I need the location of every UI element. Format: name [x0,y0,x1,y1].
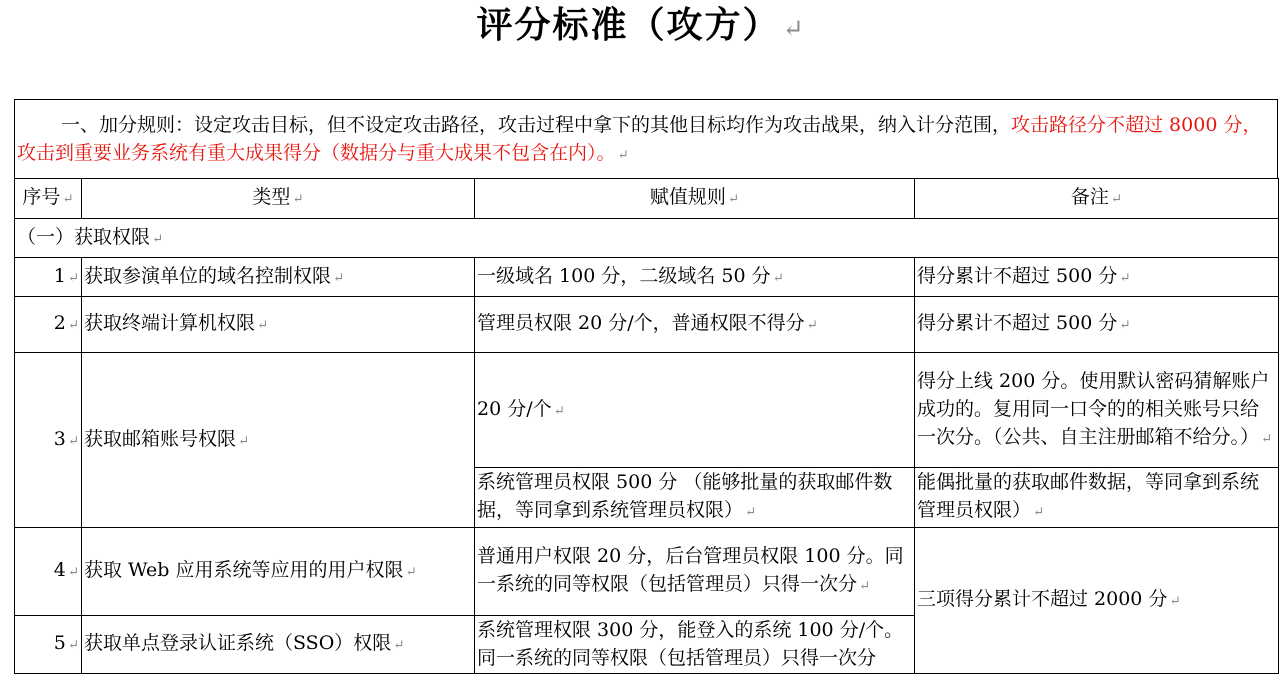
paragraph-mark-icon: ↵ [859,579,871,594]
scoring-table [14,178,1279,674]
paragraph-mark-icon: ↵ [238,433,250,449]
paragraph-mark-icon: ↵ [727,192,740,207]
paragraph-mark-icon: ↵ [405,565,417,580]
header-note: 备注 ↵ [915,179,1279,219]
row-type: 获取邮箱账号权限 ↵ [82,353,475,528]
bonus-rule-text: 一、加分规则：设定攻击目标，但不设定攻击路径，攻击过程中拿下的其他目标均作为攻击战果，纳入计分范围， [61,114,1012,136]
paragraph-mark-icon: ↵ [553,403,565,419]
table-header-row [15,179,1279,219]
table-row [15,258,1279,297]
paragraph-mark-icon: ↵ [1110,192,1123,207]
row-type: 获取终端计算机权限 ↵ [82,297,475,353]
paragraph-mark-icon: ↵ [67,565,79,580]
paragraph-mark-icon: ↵ [745,505,757,520]
page-title: 评分标准（攻方）↵ [476,4,806,46]
row-rule: 普通用户权限 20 分，后台管理员权限 100 分。同一系统的同等权限（包括管理员）只得一次分 ↵ [475,528,915,616]
header-rule: 赋值规则 ↵ [475,179,915,219]
table-row [15,353,1279,468]
paragraph-mark-icon: ↵ [333,270,345,286]
row-number: 2 ↵ [15,297,82,353]
paragraph-mark-icon: ↵ [1261,431,1273,447]
paragraph-mark-icon: ↵ [772,270,784,286]
paragraph-mark-icon: ↵ [1119,318,1131,333]
row-rule: 系统管理员权限 500 分 （能够批量的获取邮件数据，等同拿到系统管理员权限） ↵ [475,468,915,528]
paragraph-mark-icon: ↵ [1169,594,1181,609]
row-type: 获取参演单位的域名控制权限 ↵ [82,258,475,297]
bonus-rule-box [14,99,1278,178]
header-type: 类型 ↵ [82,179,475,219]
row-note: 得分累计不超过 500 分 ↵ [915,297,1279,353]
row-rule: 20 分/个 ↵ [475,353,915,468]
row-number: 1 ↵ [15,258,82,297]
paragraph-mark-icon: ↵ [67,318,79,333]
row-rule: 管理员权限 20 分/个，普通权限不得分 ↵ [475,297,915,353]
section-row [15,219,1279,258]
row-number: 4 ↵ [15,528,82,616]
paragraph-mark-icon: ↵ [806,318,818,333]
paragraph-mark-icon: ↵ [617,148,629,163]
paragraph-mark-icon: ↵ [67,270,79,286]
row-note: 能偶批量的获取邮件数据，等同拿到系统管理员权限） ↵ [915,468,1279,528]
paragraph-mark-icon: ↵ [67,433,79,449]
bonus-rule-highlight: 攻击路径分不超过 8000 分，攻击到重要业务系统有重大成果得分（数据分与重大成果不包含在内）。 [17,114,1262,164]
row-note: 得分累计不超过 500 分 ↵ [915,258,1279,297]
row-note-merged: 三项得分累计不超过 2000 分 ↵ [915,528,1279,674]
bonus-rule-paragraph [15,100,1277,178]
table-row [15,297,1279,353]
paragraph-mark-icon: ↵ [67,638,79,653]
row-number: 5 ↵ [15,616,82,674]
row-type: 获取单点登录认证系统（SSO）权限 ↵ [82,616,475,674]
paragraph-mark-icon: ↵ [257,318,269,333]
table-row [15,528,1279,616]
row-number: 3 ↵ [15,353,82,528]
paragraph-mark-icon: ↵ [393,638,405,653]
paragraph-mark-icon: ↵ [782,14,806,43]
paragraph-mark-icon: ↵ [1119,270,1131,286]
row-rule: 一级域名 100 分，二级域名 50 分 ↵ [475,258,915,297]
header-no: 序号 ↵ [15,179,82,219]
paragraph-mark-icon: ↵ [152,231,164,247]
section-heading: （一）获取权限 ↵ [15,219,1279,258]
row-type: 获取 Web 应用系统等应用的用户权限 ↵ [82,528,475,616]
row-rule: 系统管理权限 300 分，能登入的系统 100 分/个。同一系统的同等权限（包括管理员）只得一次分 [475,616,915,674]
row-note: 得分上线 200 分。使用默认密码猜解账户成功的。复用同一口令的的相关账号只给一次分。（公共、自主注册邮箱不给分。） ↵ [915,353,1279,468]
paragraph-mark-icon: ↵ [1033,505,1045,520]
paragraph-mark-icon: ↵ [62,192,74,207]
paragraph-mark-icon: ↵ [292,192,304,207]
